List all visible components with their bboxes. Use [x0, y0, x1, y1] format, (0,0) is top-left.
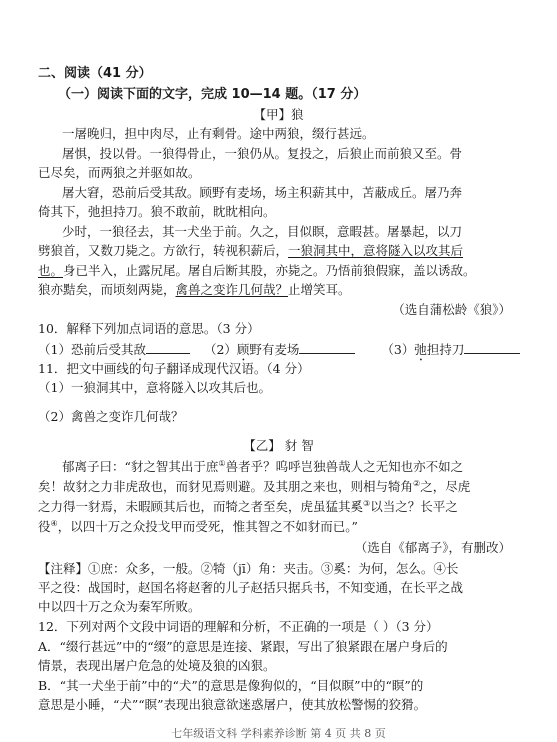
annotation-line: 【注释】①庶：众多，一般。②犄（jī）角：夹击。③奚：为何，怎么。④长 — [38, 561, 459, 576]
plain-text: 兽者乎？呜呼岂独兽哉人之无知也亦不如之 — [225, 459, 464, 474]
note-marker: ① — [218, 458, 226, 468]
plain-text: 劈狼首，又数刀毙之。方欲行，转视积薪后， — [38, 243, 289, 258]
item-text: （3） — [381, 342, 415, 357]
dotted-word: 敌 — [133, 342, 146, 357]
item-text: （2） — [203, 342, 237, 357]
annotation-line: 中以四十万之众为秦军所败。 — [38, 599, 201, 614]
paragraph-line: 倚其下，弛担持刀。狼不敢前，眈眈相向。 — [38, 204, 276, 219]
passage-jia-heading: 【甲】狼 — [253, 107, 304, 122]
paragraph-line — [38, 282, 351, 298]
paragraph-line — [38, 263, 476, 279]
note-marker: ③ — [363, 498, 371, 508]
paragraph-line: 一屠晚归，担中肉尽，止有剩骨。途中两狼，缀行甚远。 — [62, 126, 375, 141]
section-title: 二、阅读（41 分） — [38, 66, 152, 81]
paragraph-line: 已尽矣，而两狼之并驱如故。 — [38, 165, 201, 180]
plain-text: 役 — [38, 519, 51, 534]
passage-source: （选自《郁离子》，有删改） — [354, 540, 511, 555]
dotted-word: 弛 — [414, 342, 427, 357]
note-marker: ② — [413, 478, 421, 488]
paragraph-line — [38, 479, 470, 495]
item-text: 野有麦场 — [249, 342, 300, 357]
plain-text: 矣！故豺之力非虎敌也，而豺见焉则避。及其朋之来也，则相与犄角 — [38, 479, 414, 494]
passage-yi-heading: 【乙】 豺 智 — [243, 438, 314, 453]
underlined-sentence: 一狼洞其中，意将隧入以攻其后 — [288, 243, 464, 258]
option-b-cont: 意思是小睡，“犬”“瞑”表现出狼意欲迷惑屠户，使其放松警惕的狡猾。 — [38, 697, 427, 712]
option-a-cont: 情景，表现出屠户危急的处境及狼的凶狠。 — [38, 658, 276, 673]
question-stem: 11．把文中画线的句子翻译成现代汉语。（4 分） — [38, 361, 310, 376]
answer-blank[interactable] — [299, 341, 355, 354]
note-marker: ④ — [50, 518, 58, 528]
item-text: （1）恐前后受其 — [38, 342, 134, 357]
plain-text: 之力得一豺焉，未暇顾其后也，而犄之者至矣，虎虽猛其奚 — [38, 499, 364, 514]
paragraph-line: 屠惧，投以骨。一狼得骨止，一狼仍从。复投之，后狼止而前狼又至。骨 — [62, 146, 463, 161]
answer-blank[interactable] — [464, 341, 520, 354]
plain-text: 郁离子曰：“豺之智其出于庶 — [62, 459, 219, 474]
plain-text: 身已半入，止露尻尾。屠自后断其股，亦毙之。乃悟前狼假寐，盖以诱敌。 — [63, 263, 476, 278]
paragraph-line — [38, 499, 458, 515]
sentence-item: （1）一狼洞其中，意将隧入以攻其后也。 — [38, 380, 271, 395]
sentence-item: （2）禽兽之变诈几何哉？ — [38, 409, 184, 424]
question-stem: 10．解释下列加点词语的意思。（3 分） — [38, 321, 260, 336]
paragraph-line — [38, 243, 463, 259]
plain-text: 之，尽虎 — [420, 479, 471, 494]
option-a: A．“缀行甚远”中的“缀”的意思是连接、紧跟，写出了狼紧跟在屠户身后的 — [38, 639, 448, 654]
plain-text: 止增笑耳。 — [288, 282, 351, 297]
underlined-sentence: 也。 — [38, 263, 64, 278]
answer-blank[interactable] — [146, 341, 190, 354]
paragraph-line — [62, 459, 463, 475]
plain-text: 狼亦黠矣，而顷刻两毙， — [38, 282, 176, 297]
item-text: 担持刀 — [426, 342, 465, 357]
question-stem: 12．下列对两个文段中词语的理解和分析，不正确的一项是（ ）（3 分） — [38, 619, 439, 634]
plain-text: 以当之？长平之 — [370, 499, 458, 514]
plain-text: ，以四十万之众投戈甲而受死，惟其智之不如豺而已。” — [57, 519, 358, 534]
subsection-title: （一）阅读下面的文字，完成 10—14 题。（17 分） — [58, 87, 367, 102]
paragraph-line: 屠大窘，恐前后受其敌。顾野有麦场，场主积薪其中，苫蔽成丘。屠乃奔 — [62, 185, 463, 200]
dotted-word: 顾 — [236, 342, 250, 357]
passage-source: （选自蒲松龄《狼》） — [392, 302, 511, 317]
underlined-sentence: 禽兽之变诈几何哉？ — [175, 282, 289, 297]
page-footer: 七年级语文科 学科素养诊断 第 4 页 共 8 页 — [171, 727, 386, 740]
paragraph-line — [38, 519, 358, 535]
paragraph-line: 少时，一狼径去，其一犬坐于前。久之，目似瞑，意暇甚。屠暴起，以刀 — [62, 224, 463, 239]
annotation-line: 平之役：战国时，赵国名将赵奢的儿子赵括只据兵书，不知变通，在长平之战 — [38, 580, 464, 595]
option-b: B．“其一犬坐于前”中的“犬”的意思是像狗似的，“目似瞑”中的“瞑”的 — [38, 678, 424, 693]
